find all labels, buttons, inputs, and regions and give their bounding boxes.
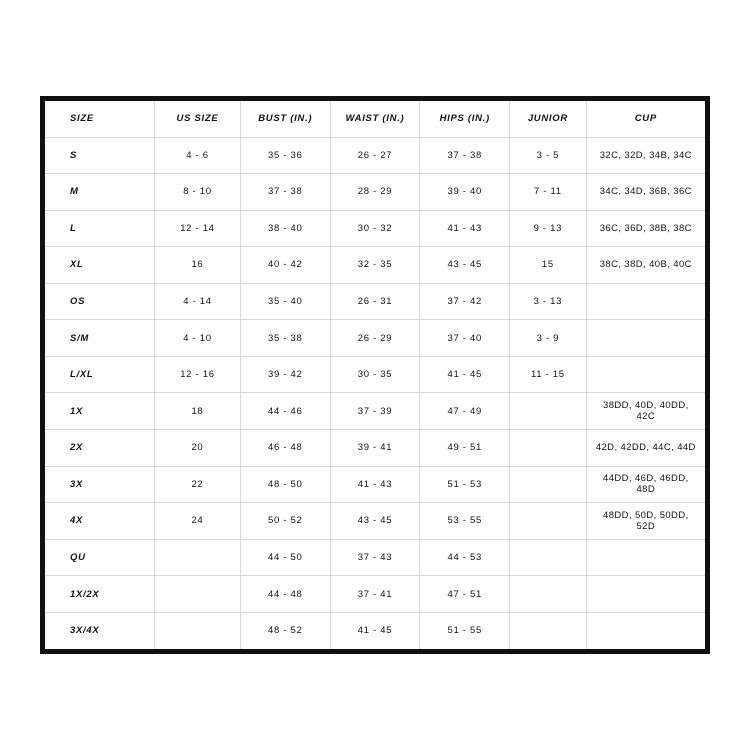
cell-bust: 44 - 46 bbox=[240, 393, 330, 430]
table-row bbox=[45, 283, 705, 320]
cell-waist: 26 - 29 bbox=[330, 320, 420, 357]
cell-cup: 42D, 42DD, 44C, 44D bbox=[586, 430, 705, 467]
cell-junior: 11 - 15 bbox=[510, 356, 587, 393]
cell-bust: 44 - 50 bbox=[240, 539, 330, 576]
column-header-bust: BUST (IN.) bbox=[240, 101, 330, 137]
cell-size: 1X/2X bbox=[45, 576, 155, 613]
cell-us-size: 4 - 10 bbox=[155, 320, 241, 357]
cell-cup: 38C, 38D, 40B, 40C bbox=[586, 247, 705, 284]
cell-waist: 26 - 27 bbox=[330, 137, 420, 174]
cell-us-size: 24 bbox=[155, 503, 241, 540]
size-chart-table bbox=[45, 101, 705, 649]
column-header-us-size: US SIZE bbox=[155, 101, 241, 137]
cell-cup: 38DD, 40D, 40DD, 42C bbox=[586, 393, 705, 430]
cell-hips: 47 - 51 bbox=[420, 576, 510, 613]
column-header-waist: WAIST (IN.) bbox=[330, 101, 420, 137]
cell-us-size: 12 - 16 bbox=[155, 356, 241, 393]
cell-size: 4X bbox=[45, 503, 155, 540]
cell-waist: 28 - 29 bbox=[330, 174, 420, 211]
column-header-hips: HIPS (IN.) bbox=[420, 101, 510, 137]
cell-cup: 48DD, 50D, 50DD, 52D bbox=[586, 503, 705, 540]
cell-bust: 35 - 38 bbox=[240, 320, 330, 357]
table-row bbox=[45, 576, 705, 613]
cell-waist: 37 - 39 bbox=[330, 393, 420, 430]
table-row bbox=[45, 539, 705, 576]
cell-junior bbox=[510, 393, 587, 430]
cell-bust: 38 - 40 bbox=[240, 210, 330, 247]
cell-waist: 30 - 35 bbox=[330, 356, 420, 393]
cell-waist: 39 - 41 bbox=[330, 430, 420, 467]
cell-bust: 40 - 42 bbox=[240, 247, 330, 284]
cell-size: 2X bbox=[45, 430, 155, 467]
cell-size: QU bbox=[45, 539, 155, 576]
cell-hips: 44 - 53 bbox=[420, 539, 510, 576]
cell-size: L bbox=[45, 210, 155, 247]
cell-junior bbox=[510, 576, 587, 613]
cell-us-size: 4 - 14 bbox=[155, 283, 241, 320]
cell-waist: 37 - 41 bbox=[330, 576, 420, 613]
cell-hips: 43 - 45 bbox=[420, 247, 510, 284]
cell-cup bbox=[586, 539, 705, 576]
cell-bust: 44 - 48 bbox=[240, 576, 330, 613]
cell-cup: 32C, 32D, 34B, 34C bbox=[586, 137, 705, 174]
cell-hips: 41 - 45 bbox=[420, 356, 510, 393]
table-row bbox=[45, 356, 705, 393]
cell-junior: 3 - 13 bbox=[510, 283, 587, 320]
cell-size: 3X bbox=[45, 466, 155, 503]
table-row bbox=[45, 320, 705, 357]
cell-us-size: 8 - 10 bbox=[155, 174, 241, 211]
cell-us-size bbox=[155, 612, 241, 649]
table-row bbox=[45, 612, 705, 649]
table-row bbox=[45, 503, 705, 540]
table-row bbox=[45, 137, 705, 174]
cell-us-size: 22 bbox=[155, 466, 241, 503]
table-header bbox=[45, 101, 705, 137]
cell-hips: 47 - 49 bbox=[420, 393, 510, 430]
table-row bbox=[45, 430, 705, 467]
column-header-cup: CUP bbox=[586, 101, 705, 137]
cell-cup bbox=[586, 320, 705, 357]
cell-hips: 37 - 42 bbox=[420, 283, 510, 320]
cell-bust: 35 - 40 bbox=[240, 283, 330, 320]
cell-cup: 34C, 34D, 36B, 36C bbox=[586, 174, 705, 211]
cell-cup: 44DD, 46D, 46DD, 48D bbox=[586, 466, 705, 503]
cell-us-size: 20 bbox=[155, 430, 241, 467]
cell-cup bbox=[586, 356, 705, 393]
cell-bust: 39 - 42 bbox=[240, 356, 330, 393]
cell-bust: 46 - 48 bbox=[240, 430, 330, 467]
cell-bust: 48 - 52 bbox=[240, 612, 330, 649]
cell-waist: 30 - 32 bbox=[330, 210, 420, 247]
table-row bbox=[45, 393, 705, 430]
cell-us-size: 12 - 14 bbox=[155, 210, 241, 247]
cell-hips: 51 - 55 bbox=[420, 612, 510, 649]
size-chart-frame bbox=[40, 96, 710, 654]
table-header-row bbox=[45, 101, 705, 137]
cell-us-size: 16 bbox=[155, 247, 241, 284]
cell-bust: 37 - 38 bbox=[240, 174, 330, 211]
cell-bust: 50 - 52 bbox=[240, 503, 330, 540]
cell-waist: 32 - 35 bbox=[330, 247, 420, 284]
table-row bbox=[45, 210, 705, 247]
cell-cup bbox=[586, 283, 705, 320]
cell-size: XL bbox=[45, 247, 155, 284]
cell-size: 1X bbox=[45, 393, 155, 430]
cell-size: OS bbox=[45, 283, 155, 320]
cell-us-size bbox=[155, 539, 241, 576]
cell-size: S bbox=[45, 137, 155, 174]
cell-hips: 37 - 40 bbox=[420, 320, 510, 357]
cell-bust: 48 - 50 bbox=[240, 466, 330, 503]
cell-hips: 41 - 43 bbox=[420, 210, 510, 247]
column-header-size: SIZE bbox=[45, 101, 155, 137]
cell-hips: 49 - 51 bbox=[420, 430, 510, 467]
cell-size: L/XL bbox=[45, 356, 155, 393]
cell-waist: 26 - 31 bbox=[330, 283, 420, 320]
cell-size: M bbox=[45, 174, 155, 211]
cell-us-size: 4 - 6 bbox=[155, 137, 241, 174]
cell-bust: 35 - 36 bbox=[240, 137, 330, 174]
cell-hips: 53 - 55 bbox=[420, 503, 510, 540]
cell-us-size: 18 bbox=[155, 393, 241, 430]
cell-junior: 7 - 11 bbox=[510, 174, 587, 211]
cell-waist: 37 - 43 bbox=[330, 539, 420, 576]
cell-junior bbox=[510, 466, 587, 503]
cell-cup bbox=[586, 612, 705, 649]
table-row bbox=[45, 174, 705, 211]
cell-size: 3X/4X bbox=[45, 612, 155, 649]
table-body bbox=[45, 137, 705, 649]
cell-cup bbox=[586, 576, 705, 613]
table-row bbox=[45, 466, 705, 503]
cell-waist: 43 - 45 bbox=[330, 503, 420, 540]
cell-hips: 37 - 38 bbox=[420, 137, 510, 174]
cell-junior bbox=[510, 612, 587, 649]
cell-junior bbox=[510, 539, 587, 576]
cell-size: S/M bbox=[45, 320, 155, 357]
cell-us-size bbox=[155, 576, 241, 613]
cell-junior bbox=[510, 503, 587, 540]
cell-junior: 9 - 13 bbox=[510, 210, 587, 247]
cell-hips: 51 - 53 bbox=[420, 466, 510, 503]
cell-cup: 36C, 36D, 38B, 38C bbox=[586, 210, 705, 247]
table-row bbox=[45, 247, 705, 284]
cell-hips: 39 - 40 bbox=[420, 174, 510, 211]
cell-waist: 41 - 43 bbox=[330, 466, 420, 503]
cell-junior bbox=[510, 430, 587, 467]
cell-junior: 3 - 9 bbox=[510, 320, 587, 357]
cell-junior: 3 - 5 bbox=[510, 137, 587, 174]
cell-junior: 15 bbox=[510, 247, 587, 284]
column-header-junior: JUNIOR bbox=[510, 101, 587, 137]
cell-waist: 41 - 45 bbox=[330, 612, 420, 649]
